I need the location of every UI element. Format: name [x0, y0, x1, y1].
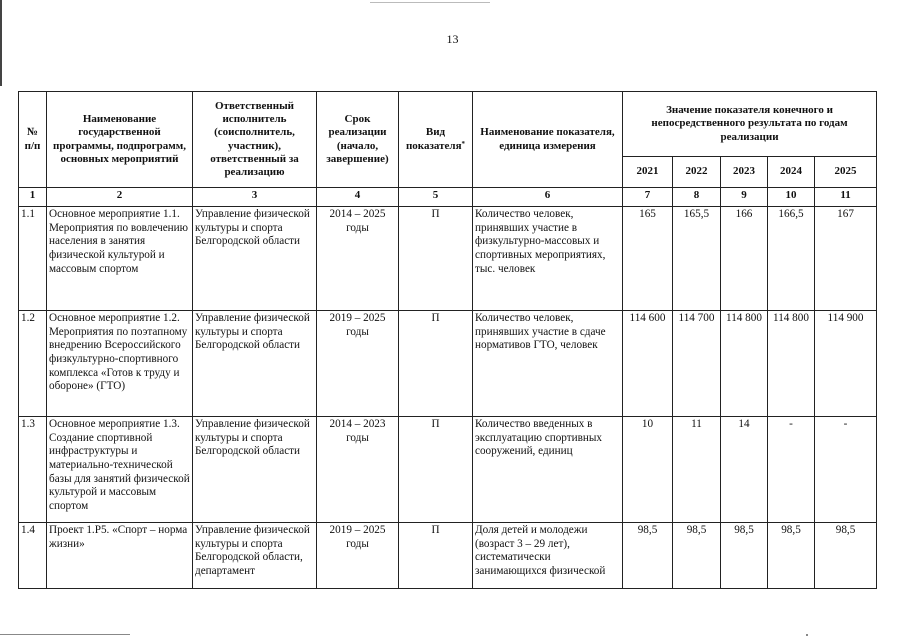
value-2024: - — [768, 417, 815, 523]
table-row — [19, 311, 877, 417]
executor: Управление физической культуры и спорта Белгородской области — [193, 311, 317, 417]
value-2024: 98,5 — [768, 523, 815, 589]
value-2023: 14 — [721, 417, 768, 523]
column-number: 6 — [473, 188, 623, 207]
value-2024: 166,5 — [768, 207, 815, 311]
column-number: 1 — [19, 188, 47, 207]
value-2023: 98,5 — [721, 523, 768, 589]
header-indicator: Наименование показателя, единица измерения — [473, 92, 623, 188]
term: 2014 – 2023 годы — [317, 417, 399, 523]
executor: Управление физической культуры и спорта Белгородской области — [193, 417, 317, 523]
value-2023: 114 800 — [721, 311, 768, 417]
indicator-type: П — [399, 417, 473, 523]
value-2022: 165,5 — [673, 207, 721, 311]
header-year: 2024 — [768, 157, 815, 188]
column-number: 5 — [399, 188, 473, 207]
activity-name: Основное мероприятие 1.1. Мероприятия по вовлечению населения в занятия физической культурой и массовым спортом — [47, 207, 193, 311]
value-2022: 98,5 — [673, 523, 721, 589]
term: 2019 – 2025 годы — [317, 311, 399, 417]
column-number-row — [19, 188, 877, 207]
header-year: 2022 — [673, 157, 721, 188]
value-2025: 114 900 — [815, 311, 877, 417]
indicator-name: Количество человек, принявших участие в физкультурно-массовых и спортивных мероприятиях, тыс. человек — [473, 207, 623, 311]
value-2022: 11 — [673, 417, 721, 523]
activity-name: Основное мероприятие 1.3. Создание спортивной инфраструктуры и материально-технической базы для занятий физической культурой и массовым спортом — [47, 417, 193, 523]
value-2024: 114 800 — [768, 311, 815, 417]
value-2023: 166 — [721, 207, 768, 311]
header-no: № п/п — [19, 92, 47, 188]
activity-name: Основное мероприятие 1.2. Мероприятия по поэтапному внедрению Всероссийского физкультурно-спортивного комплекса «Готов к труду и обороне» (ГТО) — [47, 311, 193, 417]
row-number: 1.3 — [19, 417, 47, 523]
column-number: 10 — [768, 188, 815, 207]
indicators-table — [18, 91, 877, 589]
value-2021: 98,5 — [623, 523, 673, 589]
value-2021: 165 — [623, 207, 673, 311]
header-name: Наименование государственной программы, подпрограмм, основных мероприятий — [47, 92, 193, 188]
column-number: 8 — [673, 188, 721, 207]
indicator-type: П — [399, 523, 473, 589]
column-number: 11 — [815, 188, 877, 207]
value-2021: 10 — [623, 417, 673, 523]
indicator-name: Количество введенных в эксплуатацию спортивных сооружений, единиц — [473, 417, 623, 523]
header-type — [399, 92, 473, 188]
header-term: Срок реализации (начало, завершение) — [317, 92, 399, 188]
value-2025: 98,5 — [815, 523, 877, 589]
header-year: 2025 — [815, 157, 877, 188]
indicator-type: П — [399, 311, 473, 417]
column-number: 4 — [317, 188, 399, 207]
value-2025: 167 — [815, 207, 877, 311]
table-row — [19, 207, 877, 311]
value-2021: 114 600 — [623, 311, 673, 417]
indicator-name: Количество человек, принявших участие в сдаче нормативов ГТО, человек — [473, 311, 623, 417]
page-number: 13 — [446, 32, 459, 46]
activity-name: Проект 1.Р5. «Спорт – норма жизни» — [47, 523, 193, 589]
scan-edge-bottom-left — [0, 634, 130, 635]
indicator-type: П — [399, 207, 473, 311]
header-type-footnote-mark: * — [461, 139, 466, 148]
indicator-name: Доля детей и молодежи (возраст 3 – 29 лет), систематически занимающихся физической — [473, 523, 623, 589]
term: 2019 – 2025 годы — [317, 523, 399, 589]
header-year: 2021 — [623, 157, 673, 188]
column-number: 9 — [721, 188, 768, 207]
scan-edge-bottom-right — [806, 634, 808, 636]
executor: Управление физической культуры и спорта Белгородской области — [193, 207, 317, 311]
row-number: 1.1 — [19, 207, 47, 311]
header-type-label: Вид показателя — [405, 126, 462, 152]
column-number: 3 — [193, 188, 317, 207]
header-year: 2023 — [721, 157, 768, 188]
row-number: 1.2 — [19, 311, 47, 417]
table-row — [19, 417, 877, 523]
term: 2014 – 2025 годы — [317, 207, 399, 311]
executor: Управление физической культуры и спорта Белгородской области, департамент — [193, 523, 317, 589]
header-values: Значение показателя конечного и непосредственного результата по годам реализации — [623, 92, 877, 157]
header-row — [19, 92, 877, 157]
column-number: 2 — [47, 188, 193, 207]
column-number: 7 — [623, 188, 673, 207]
value-2022: 114 700 — [673, 311, 721, 417]
value-2025: - — [815, 417, 877, 523]
row-number: 1.4 — [19, 523, 47, 589]
table-row — [19, 523, 877, 589]
header-executor: Ответственный исполнитель (соисполнитель, участник), ответственный за реализацию — [193, 92, 317, 188]
scan-edge-top — [370, 2, 490, 3]
